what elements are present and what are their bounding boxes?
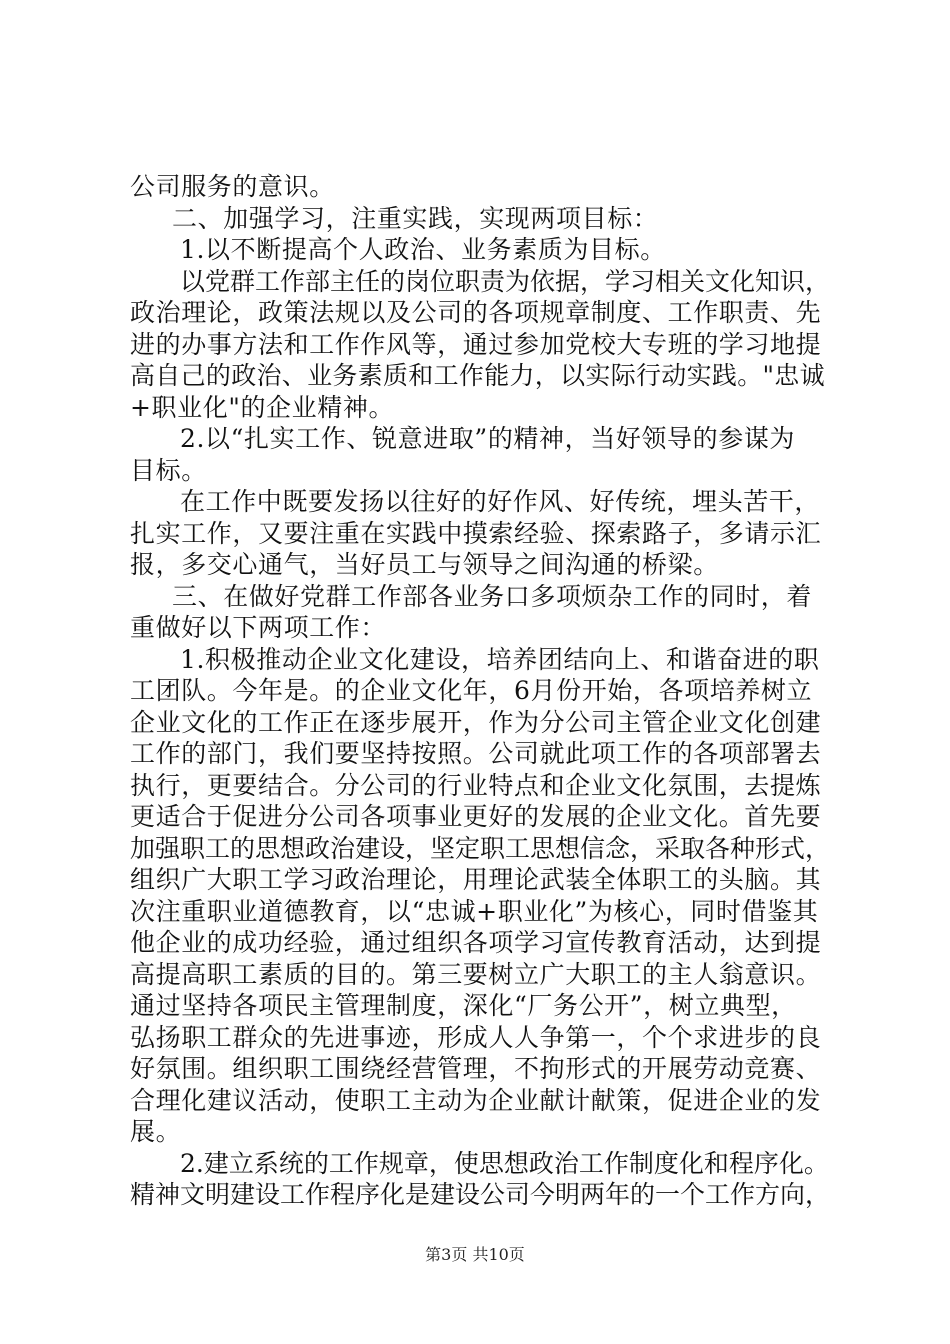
text-line: 扎实工作，又要注重在实践中摸索经验、探索路子，多请示汇 [130,518,822,548]
text-line: 精神文明建设工作程序化是建设公司今明两年的一个工作方向， [130,1180,831,1209]
text-line: 次注重职业道德教育，以“忠诚+职业化”为核心，同时借鉴其 [130,896,819,926]
text-line: 通过坚持各项民主管理制度，深化“厂务公开”，树立典型， [130,991,797,1020]
text-line: 工团队。今年是。的企业文化年，6月份开始，各项培养树立 [130,676,813,705]
numbered-heading: 2.建立系统的工作规章，使思想政治工作制度化和程序化。 [180,1148,829,1178]
text-line: 好氛围。组织职工围绕经营管理，不拘形式的开展劳动竞赛、 [130,1054,822,1083]
text-line: 以党群工作部主任的岗位职责为依据，学习相关文化知识， [180,266,831,296]
text-line: 组织广大职工学习政治理论，用理论武装全体职工的头脑。其 [130,865,822,894]
text-line: 弘扬职工群众的先进事迹，形成人人争第一，个个求进步的良 [130,1022,822,1052]
text-line: +职业化"的企业精神。 [130,392,395,422]
numbered-heading: 1.积极推动企业文化建设，培养团结向上、和谐奋进的职 [180,644,820,674]
text-line: 工作的部门，我们要坚持按照。公司就此项工作的各项部署去 [130,739,822,768]
text-line: 展。 [130,1117,182,1146]
text-line: 高提高职工素质的目的。第三要树立广大职工的主人翁意识。 [130,959,822,989]
text-line: 合理化建议活动，使职工主动为企业献计献策，促进企业的发 [130,1085,822,1115]
text-line: 进的办事方法和工作作风等，通过参加党校大专班的学习地提 [130,329,822,359]
section-heading: 三、在做好党群工作部各业务口多项烦杂工作的同时，着 [172,581,813,611]
text-line: 政治理论，政策法规以及公司的各项规章制度、工作职责、先 [130,298,822,327]
section-heading: 二、加强学习，注重实践，实现两项目标： [172,203,659,233]
text-line: 他企业的成功经验，通过组织各项学习宣传教育活动，达到提 [130,928,822,957]
numbered-heading: 2.以“扎实工作、锐意进取”的精神，当好领导的参谋为 [180,424,796,453]
text-line: 更适合于促进分公司各项事业更好的发展的企业文化。首先要 [130,802,822,831]
text-line: 报，多交心通气，当好员工与领导之间沟通的桥梁。 [130,550,719,579]
page-number-footer: 第3页 共10页 [425,1245,525,1264]
text-line: 在工作中既要发扬以往好的好作风、好传统，埋头苦干， [180,487,821,516]
text-line: 重做好以下两项工作： [130,613,387,642]
text-line: 加强职工的思想政治建设，坚定职工思想信念，采取各种形式， [130,833,831,863]
numbered-heading: 1.以不断提高个人政治、业务素质为目标。 [180,235,666,264]
text-line: 高自己的政治、业务素质和工作能力，以实际行动实践。"忠诚 [130,361,825,390]
text-line: 公司服务的意识。 [130,172,335,201]
text-line: 目标。 [130,455,207,485]
text-line: 执行，更要结合。分公司的行业特点和企业文化氛围，去提炼 [130,770,822,800]
text-line: 企业文化的工作正在逐步展开，作为分公司主管企业文化创建 [130,707,822,737]
